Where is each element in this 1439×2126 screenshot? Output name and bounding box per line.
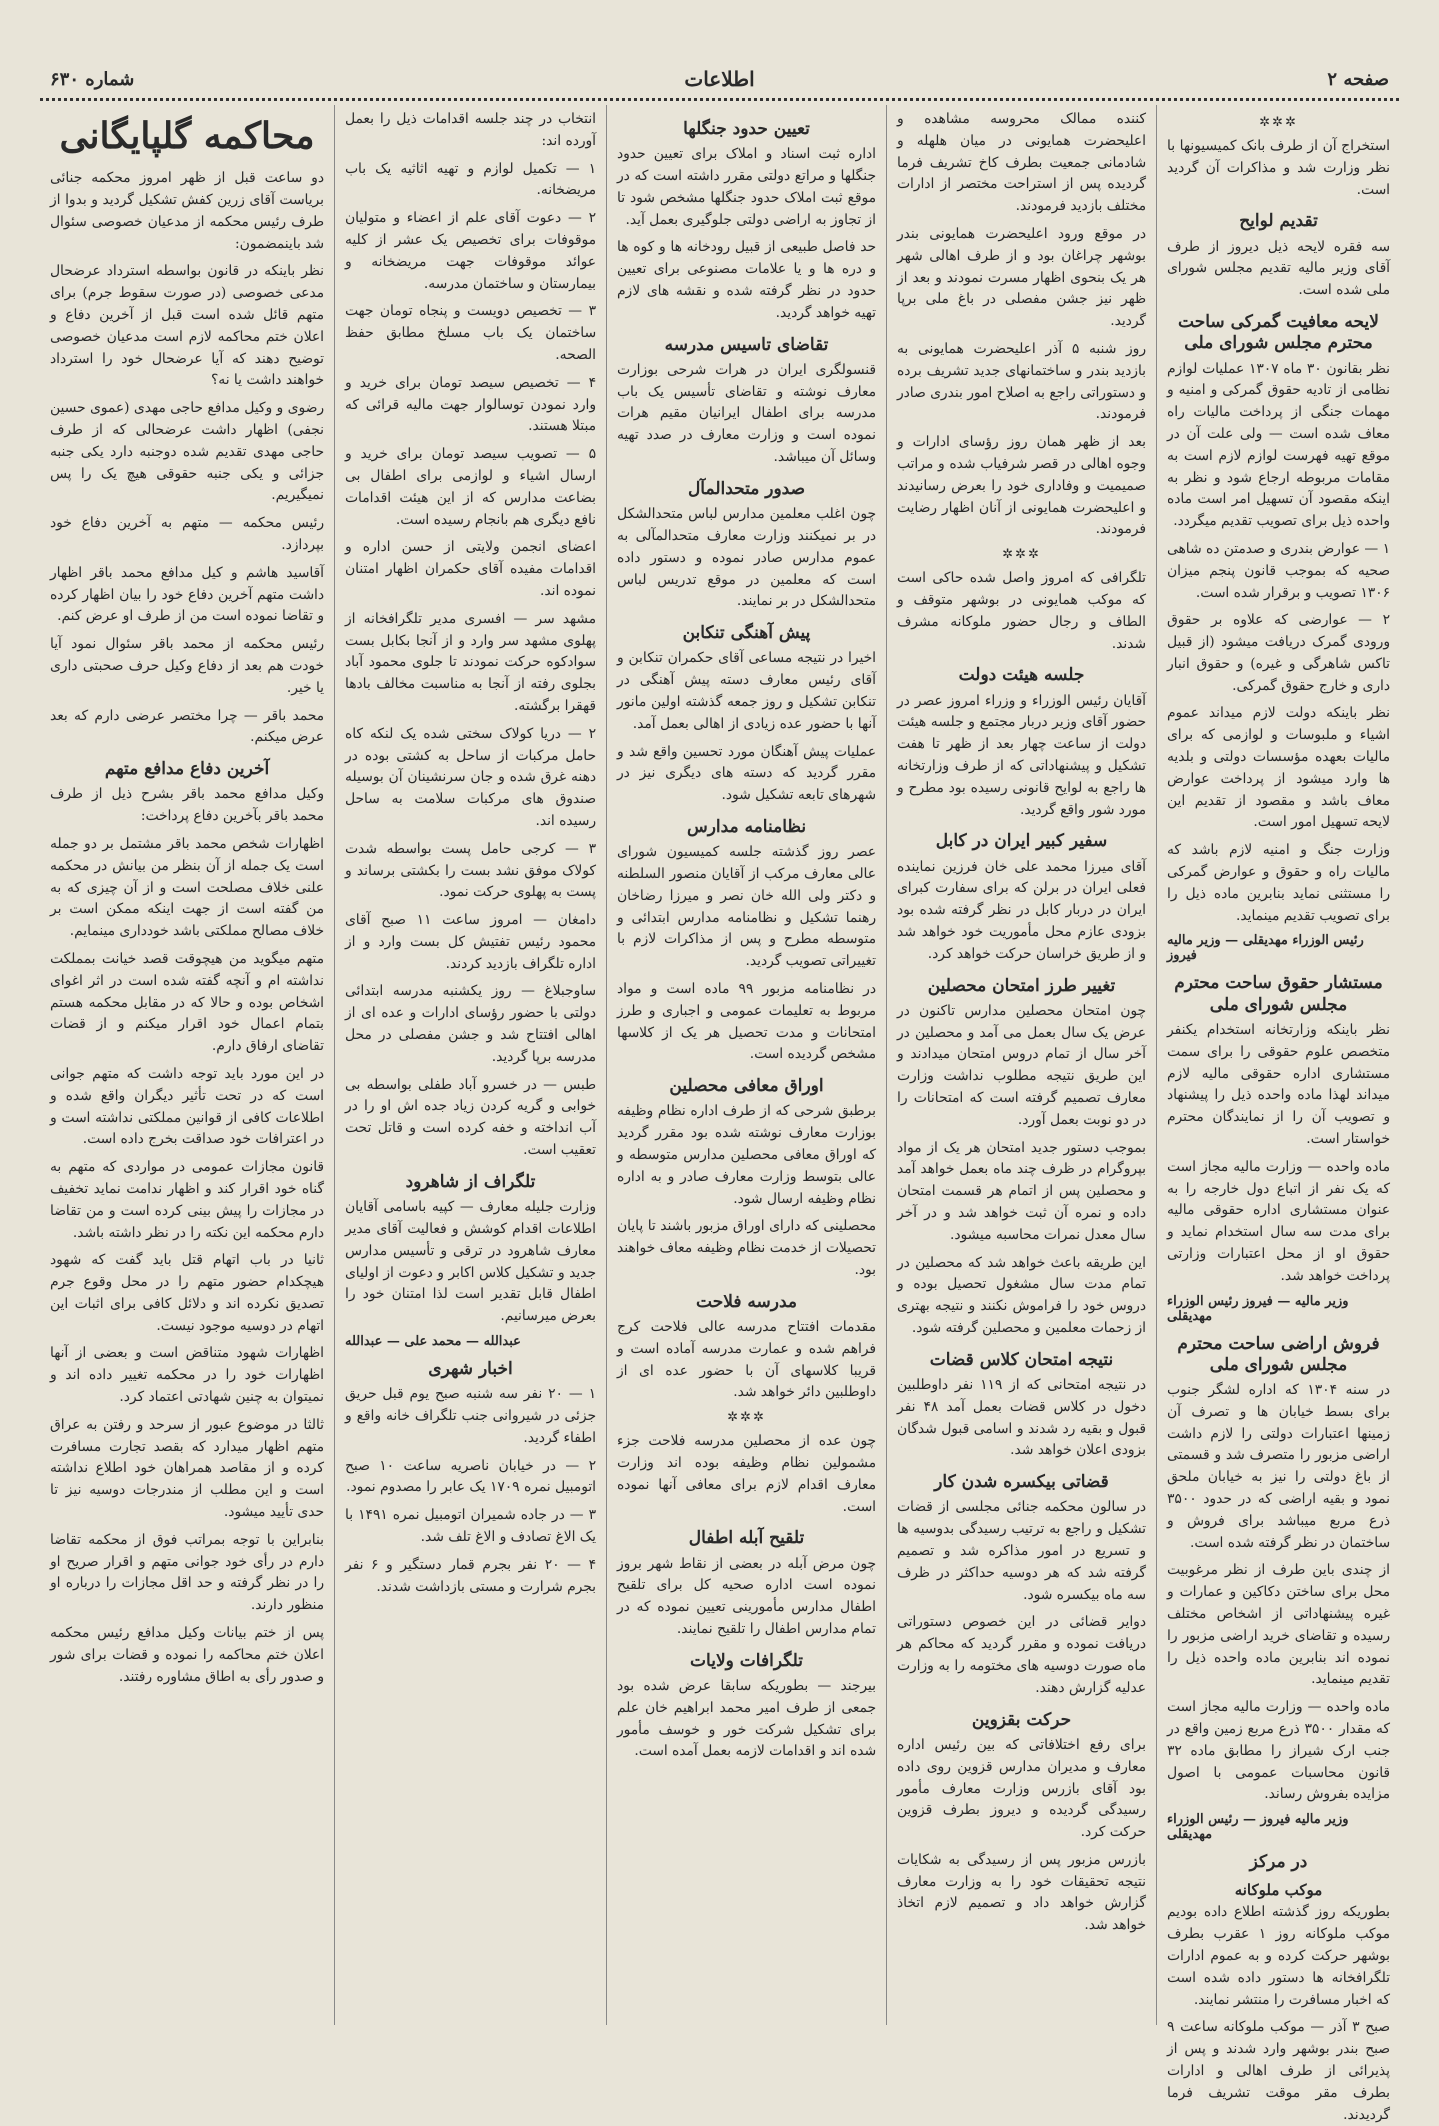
column-1 [1156,105,1400,2123]
paragraph: عصر روز گذشته جلسه کمیسیون شورای عالی معارف مرکب از آقایان منصور السلطنه و دکتر ولی الله خان نصر و میرزا رضاخان رهنما تشکیل و نظامنامه مدارس ابتدائی و متوسطه مطرح و پس از مذاکرات لازم با تغییراتی تصویب گردید. [617,844,876,970]
paragraph: انتخاب در چند جلسه اقدامات ذیل را بعمل آورده اند: [345,111,596,149]
section-heading: قضاتی بیکسره شدن کار [934,1472,1109,1493]
paragraph: در سنه ۱۳۰۴ که اداره لشگر جنوب برای بسط خیابان ها و تصرف آن زمینها اعتبارات دولتی را لازم داشت اراضی مزبور را متصرف شد و قسمتی از باغ دولتی را نیز به خیابان ملحق نمود و بقیه اراضی که در حدود ۳۵۰۰ ذرع مربع میباشد برای فروش و ساختمان در نظر گرفته شده است. [1167,1382,1391,1551]
paragraph: متهم میگوید من هیچوقت قصد خیانت بمملکت نداشته ام و آنچه گفته شده است در اثر اغوای اشخاص بوده و حالا که در مقابل محکمه هستم بتمام اعمال خود اقرار میکنم و از قضات تقاضای ارفاق دارم. [50,950,324,1055]
paragraph: ۲ — دریا کولاک سختی شده یک لنکه کاه حامل مرکبات از ساحل به کشتی بوده در دهنه غرق شده و جان سرنشینان آن بوسیله صندوق های مرکبات سلامت به ساحل رسیده اند. [345,725,596,829]
section-heading: نتیجه امتحان کلاس قضات [929,1349,1114,1370]
paragraph: وزارت جلیله معارف — کپیه باسامی آقایان اطلاعات اقدام کوشش و فعالیت آقای مدیر معارف شاهرود در ترقی و تأسیس مدارس جدید و تشکیل کلاس اکابر و دعوت از اولیای اطفال قابل تقدیر است لذا امتنان خود را بعرض میرسانیم. [345,1199,596,1325]
page-number: صفحه ۲ [1327,69,1389,90]
paragraph: محصلینی که دارای اوراق مزبور باشند تا پایان تحصیلات از خدمت نظام وظیفه معاف خواهند بود. [617,1218,876,1278]
paragraph: آقاسید هاشم و کیل مدافع محمد باقر اظهار داشت متهم آخرین دفاع خود را بیان اظهار کرده و تقاضا نموده است من از طرف او عرض کنم. [50,564,324,625]
paragraph: نظر بقانون ۳۰ ماه ۱۳۰۷ عملیات لوازم نظامی از تادیه حقوق گمرکی و امنیه و مهمات جنگی از پرداخت مالیات راه معاف شده است — ولی علت آن در موقع تهیه فهرست لوازم لازم است به مقامات مربوطه ارجاع شود و نظر به اینکه مقصود آن تسهیل امر است ماده واحده ذیل برای تصویب تقدیم میگردد. [1167,360,1390,530]
section-heading: فروش اراضی ساحت محترم مجلس شورای ملی [1177,1333,1380,1375]
paragraph: آقای میرزا محمد علی خان فرزین نماینده فعلی ایران در برلن که برای سفارت کبرای ایران در دربار کابل در نظر گرفته شده بود بزودی عازم محل مأموریت خود خواهد شد و از طریق خراسان حرکت خواهد کرد. [897,858,1146,962]
paragraph: اعضای انجمن ولایتی از حسن اداره و اقدامات مفیده آقای حکمران اظهار امتنان نموده اند. [345,539,596,599]
paragraph: نظر باینکه وزارتخانه استخدام یکنفر متخصص علوم حقوقی را برای سمت مستشاری اداره حقوقی مالیه لازم میداند لهذا ماده واحده ذیل را پیشنهاد و تصویب آن را از نمایندگان محترم خواستار است. [1167,1021,1390,1147]
paragraph: چون اغلب معلمین مدارس لباس متحدالشکل در بر نمیکنند وزارت معارف متحدالمآلی به عموم مدارس صادر نموده و دستور داده است که معلمین در موقع تدریس لباس متحدالشکل در بر نمایند. [617,506,876,610]
newspaper-name: اطلاعات [684,67,755,91]
paragraph: بموجب دستور جدید امتحان هر یک از مواد بپروگرام در ظرف چند ماه بعمل خواهد آمد و محصلین پس از اتمام هر قسمت امتحان داده و نمره آن ثبت خواهد شد و در آخر سال معدل نمرات محاسبه میشود. [897,1139,1146,1243]
paragraph: قانون مجازات عمومی در مواردی که متهم به گناه خود اقرار کند و اظهار ندامت نماید تخفیف در مجازات را پیش بینی کرده است و من تقاضا دارم محکمه این نکته را در نظر داشته باشد. [50,1159,324,1241]
page-header [40,55,1399,101]
paragraph: ۴ — ۲۰ نفر بجرم قمار دستگیر و ۶ نفر بجرم شرارت و مستی بازداشت شدند. [345,1556,596,1595]
paragraph: بنابراین با توجه بمراتب فوق از محکمه تقاضا دارم در رأی خود جوانی متهم و اقرار صریح او را در نظر گرفته و حد اقل مجازات را درباره او منظور دارند. [50,1531,324,1614]
paragraph: ماده واحده — وزارت مالیه مجاز است که یک نفر از اتباع دول خارجه را به عنوان مستشاری اداره حقوقی مالیه برای مدت سه سال استخدام نماید و حقوق او از محل اعتبارات وزارتی پرداخت خواهد شد. [1167,1158,1390,1284]
section-heading: صدور متحدالمآل [687,478,806,499]
section-heading: تلگراف از شاهرود [405,1171,536,1192]
paragraph: برای رفع اختلافاتی که بین رئیس اداره معارف و مدیران مدارس قزوین روی داده بود آقای بازرس وزارت معارف مأمور رسیدگی گردیده و دیروز بطرف قزوین حرکت کرد. [897,1736,1146,1841]
column-2 [886,105,1156,2025]
paragraph: ۳ — کرجی حامل پست بواسطه شدت کولاک موفق نشد بست را بکشتی برساند و پست به پهلوی حرکت نمود. [345,840,596,901]
paragraph: در سالون محکمه جنائی مجلسی از قضات تشکیل و راجع به ترتیب رسیدگی بدوسیه ها و تسریع در امور مذاکره شد و تصمیم گرفته شد که هر دوسیه حداکثر در ظرف سه ماه بیکسره شود. [897,1499,1146,1603]
paragraph: سه فقره لایحه ذیل دیروز از طرف آقای وزیر مالیه تقدیم مجلس شورای ملی شده است. [1167,238,1390,299]
section-heading: اخبار شهری [428,1358,513,1379]
signature-line: وزیر مالیه فیروز — رئیس الوزراء مهدیقلی [1167,1812,1349,1843]
paragraph: رئیس محکمه — متهم به آخرین دفاع خود بپردازد. [50,515,324,553]
section-heading: سفیر کبیر ایران در کابل [935,831,1108,852]
paragraph: ماده واحده — وزارت مالیه مجاز است که مقدار ۳۵۰۰ ذرع مربع زمین واقع در جنب ارک شیراز را مطابق ماده ۳۲ قانون محاسبات عمومی با اصول مزایده بفروش رساند. [1167,1699,1390,1803]
issue-number: شماره ۶۳۰ [50,69,135,90]
paragraph: حد فاصل طبیعی از قبیل رودخانه ها و کوه ها و دره ها و یا علامات مصنوعی برای تعیین حدود در نظر گرفته شده و نقشه های لازم تهیه خواهد گردید. [617,239,876,321]
paragraph: دو ساعت قبل از ظهر امروز محکمه جنائی بریاست آقای زرین کفش تشکیل گردید و بدوا از طرف رئیس محکمه از مدعیان خصوصی سئوال شد باینمضمون: [50,170,324,252]
section-heading: تقدیم لوایح [1239,211,1318,232]
paragraph: بطوریکه روز گذشته اطلاع داده بودیم موکب ملوکانه روز ۱ عقرب بطرف بوشهر حرکت کرده و به عموم ادارات تلگرافخانه ها دستور داده شده است که اخبار مسافرت را منتشر نمایند. [1167,1904,1391,2008]
paragraph: صبح ۳ آذر — موکب ملوکانه ساعت ۹ صبح بندر بوشهر وارد شدند و پس از پذیرائی از طرف اهالی و ادارات بطرف مقر موقت تشریف فرما گردیدند. [1167,2019,1390,2123]
paragraph: بازرس مزبور پس از رسیدگی به شکایات نتیجه تحقیقات خود را به وزارت معارف گزارش خواهد داد و تصمیم لازم اتخاذ خواهد شد. [897,1851,1146,1934]
columns [40,105,1400,2123]
paragraph: ۱ — تکمیل لوازم و تهیه اثاثیه یک باب مریضخانه. [345,160,596,199]
paragraph: اظهارات شخص محمد باقر مشتمل بر دو جمله است یک جمله از آن بنظر من بیانش در محکمه علنی خلاف مصلحت است و از آن چیزی که به من گفته است از جهت اینکه ممکن است بر خلاف مصالح مملکتی باشد خودداری مینمایم. [50,835,324,940]
section-heading: مدرسه فلاحت [696,1291,797,1312]
section-heading: اوراق معافی محصلین [669,1076,824,1097]
paragraph: از چندی باین طرف از نظر مرغوبیت محل برای ساختن دکاکین و عمارات و غیره پیشنهاداتی از اشخاص مختلف رسیده و تقاضای خرید اراضی مزبور را نموده اند بنابرین ماده واحده ذیل را تقدیم مینماید. [1167,1562,1390,1688]
paragraph: مشهد سر — افسری مدیر تلگرافخانه از پهلوی مشهد سر وارد و از آنجا بکابل بست سوادکوه حرکت نمودند تا جلوی محمود آباد بجلوی رفته از آنجا به مناسبت مخالف بادها قهقرا برگشته. [345,610,596,714]
paragraph: طبس — در خسرو آباد طفلی بواسطه بی خوابی و گریه کردن زیاد جده اش او را در آب انداخته و خفه کرده است و قاتل تحت تعقیب است. [345,1076,596,1159]
paragraph: ۲ — عوارضی که علاوه بر حقوق ورودی گمرک دریافت میشود (از قبیل تاکس شاهرگی و غیره) و حقوق انبار داری و خارج حقوق گمرکی. [1167,612,1390,694]
paragraph: در نتیجه امتحانی که از ۱۱۹ نفر داوطلبین دخول در کلاس قضات بعمل آمد ۴۸ نفر قبول و بقیه رد شدند و اسامی قبول شدگان بزودی اعلان خواهد شد. [897,1377,1146,1459]
paragraph: مقدمات افتتاح مدرسه عالی فلاحت کرج فراهم شده و عمارت مدرسه آماده است و قریبا کلاسهای آن با حضور عده ای از داوطلبین دائر خواهد شد. [617,1319,876,1401]
paragraph: روز شنبه ۵ آذر اعلیحضرت همایونی به بازدید بندر و ساختمانهای جدید تشریف برده و دستوراتی راجع به اصلاح امور بندری صادر فرمودند. [897,340,1147,423]
paragraph: ساوجبلاغ — روز یکشنبه مدرسه ابتدائی دولتی با حضور رؤسای ادارات و عده ای از اهالی افتتاح شد و جشن مفصلی در محل مدرسه برپا گردید. [345,983,596,1065]
section-heading: حرکت بقزوین [971,1709,1072,1730]
paragraph: ۵ — تصویب سیصد تومان برای خرید و ارسال اشیاء و لوازمی برای اطفال بی بضاعت مدارس که از این هیئت اقدامات نافع دیگری هم بانجام رسیده است. [345,446,596,528]
paragraph: برطبق شرحی که از طرف اداره نظام وظیفه بوزارت معارف نوشته شده بود مقرر گردید که اوراق معافی محصلین مدارس متوسطه و عالی بتوسط وزارت معارف صادر و به اداره نظام وظیفه ارسال شود. [617,1103,876,1207]
paragraph: چون امتحان محصلین مدارس تاکنون در عرض یک سال بعمل می آمد و محصلین در آخر سال از تمام دروس امتحان میدادند و این طریق نتیجه مطلوب نداشت وزارت معارف تصمیم گرفته است که امتحانات را در دو نوبت بعمل آورد. [897,1002,1146,1128]
paragraph: ۳ — تخصیص دویست و پنجاه تومان جهت ساختمان یک باب مسلخ مطابق حفظ الصحه. [345,303,596,363]
paragraph: عملیات پیش آهنگان مورد تحسین واقع شد و مقرر گردید که دسته های دیگری نیز در شهرهای تابعه تشکیل شود. [617,743,876,804]
section-heading: نظامنامه مدارس [686,816,807,837]
paragraph: بیرجند — بطوریکه سابقا عرض شده بود جمعی از طرف امیر محمد ابراهیم خان علم برای تشکیل شرکت خور و خوسف مأمور شده اند و اقدامات لازمه بعمل آمده است. [617,1678,876,1760]
paragraph: ۲ — دعوت آقای علم از اعضاء و متولیان موقوفات برای تخصیص یک عشر از کلیه عوائد موقوفات جهت مریضخانه و بیمارستان و ساختمان مدرسه. [345,210,596,292]
paragraph: تلگرافی که امروز واصل شده حاکی است که موکب همایونی در بوشهر متوقف و الطاف و رجال حضور ملوکانه مشرف شدند. [897,570,1146,652]
paragraph: ۲ — در خیابان ناصریه ساعت ۱۰ صبح اتومبیل نمره ۱۷۰۹ یک عابر را مصدوم نمود. [345,1457,596,1496]
paragraph: دوایر قضائی در این خصوص دستوراتی دریافت نموده و مقرر گردید که محاکم هر ماه صورت دوسیه های مختومه را به وزارت عدلیه گزارش دهند. [897,1614,1146,1696]
section-heading: در مرکز [1249,1852,1308,1873]
paragraph: ۴ — تخصیص سیصد تومان برای خرید و وارد نمودن توسالوار جهت مالیه قرائی که مبتلا هستند. [345,374,596,435]
signature-line: وزیر مالیه — فیروز رئیس الوزراء مهدیقلی [1167,1293,1349,1324]
paragraph: بعد از ظهر همان روز رؤسای ادارات و وجوه اهالی در قصر شرفیاب شده و مراتب صمیمیت و وفاداری خود را بعرض رسانیدند و اعلیحضرت همایونی از آنان اظهار رضایت فرمودند. [897,434,1146,538]
header-rule [40,98,1399,101]
section-heading: تلقیح آبله اطفال [688,1528,805,1549]
paragraph: در موقع ورود اعلیحضرت همایونی بندر بوشهر چراغان بود و از طرف اهالی شهر هر یک بنحوی اظهار مسرت نمودند و بعد از ظهر نیز جشن مفصلی در باغ ملی برپا گردید. [897,225,1146,330]
paragraph: وزارت جنگ و امنیه لازم باشد که مالیات راه و حقوق و عوارض گمرکی را مستثنی نماید بنابرین ماده ذیل را برای تصویب تقدیم مینماید. [1167,842,1390,924]
paragraph: ۱ — عوارض بندری و صدمتن ده شاهی صحیه که بموجب قانون پنجم میزان ۱۳۰۶ تصویب و برقرار شده است. [1167,540,1390,601]
paragraph: وکیل مدافع محمد باقر بشرح ذیل از طرف محمد باقر بآخرین دفاع پرداخت: [50,786,324,825]
paragraph: در این مورد باید توجه داشت که متهم جوانی است که در تحت تأثیر دیگران واقع شده و اطلاعات کافی از قوانین مملکتی نداشته است و در اعترافات خود صداقت بخرج داده است. [50,1065,324,1148]
paragraph: آقایان رئیس الوزراء و وزراء امروز عصر در حضور آقای وزیر دربار مجتمع و جلسه هیئت دولت از ساعت چهار بعد از ظهر تا هفت تشکیل و پیشنهاداتی که از طرف وزارتخانه ها راجع به لوایح قانونی رسیده بود مطرح و مورد شور واقع گردید. [897,692,1146,818]
separator-stars: ✲✲✲ [1259,115,1298,130]
separator-stars: ✲✲✲ [1002,547,1041,563]
paragraph: دامغان — امروز ساعت ۱۱ صبح آقای محمود رئیس تفتیش کل بست وارد و از اداره تلگراف بازدید کردند. [345,912,596,972]
paragraph: اخیرا در نتیجه مساعی آقای حکمران تنکابن و آقای رئیس معارف دسته پیش آهنگی در تنکابن تشکیل و روز جمعه گذشته اولین مانور آنها با حضور عده زیادی از اهالی بعمل آمد. [617,650,876,732]
paragraph: استخراج آن از طرف بانک کمیسیونها با نظر وزارت شد و مذاکرات آن گردید است. [1167,138,1390,198]
separator-stars: ✲✲✲ [727,1410,766,1426]
paragraph: نظر باینکه در قانون بواسطه استرداد عرضحال مدعی خصوصی (در صورت سقوط جرم) برای متهم قائل شده است قبل از آخرین دفاع و اعلان ختم محاکمه لازم است مدعیان خصوصی توضیح دهند که آیا عرضحال خود را استرداد خواهند داشت یا نه؟ [50,263,324,389]
section-heading: لایحه معافیت گمرکی ساحت محترم مجلس شورای ملی [1178,312,1379,354]
section-heading: آخرین دفاع مدافع متهم [104,759,270,780]
paragraph: ۱ — ۲۰ نفر سه شنبه صبح یوم قبل حریق جزئی در شیروانی جنب تلگراف خانه واقع و اطفاء گردید. [345,1386,596,1446]
section-heading: جلسه هیئت دولت [958,665,1085,686]
paragraph: در نظامنامه مزبور ۹۹ ماده است و مواد مربوط به تعلیمات عمومی و اجباری و طرز امتحانات و مدت تحصیل هر یک از کلاسها مشخص گردیده است. [617,980,876,1063]
paragraph: ۳ — در جاده شمیران اتومبیل نمره ۱۴۹۱ با یک الاغ تصادف و الاغ تلف شد. [345,1507,596,1545]
paragraph: رئیس محکمه از محمد باقر سئوال نمود آیا خودت هم بعد از دفاع وکیل حرف صحبتی داری یا خیر. [50,636,324,696]
column-3 [606,105,886,2025]
section-heading: تعیین حدود جنگلها [683,119,810,139]
section-heading: پیش آهنگی تنکابن [682,623,811,644]
signature-line: رئیس الوزراء مهدیقلی — وزیر مالیه فیروز [1167,933,1364,964]
paragraph: پس از ختم بیانات وکیل مدافع رئیس محکمه اعلان ختم محاکمه را نموده و قضات برای شور و صدور رأی به اطاق مشاوره رفتند. [50,1625,324,1685]
paragraph: اظهارات شهود متناقض است و بعضی از آنها اظهارات خود را در محکمه تغییر داده اند و نمیتوان به چنین شهادتی اعتماد کرد. [50,1345,324,1406]
paragraph: اداره ثبت اسناد و املاک برای تعیین حدود جنگلها و مراتع دولتی مقرر داشته است که در موقع ثبت املاک حدود جنگلها مشخص شود تا از تجاوز به اراضی دولتی جلوگیری بعمل آید. [617,146,876,228]
paragraph: کننده ممالک محروسه مشاهده و اعلیحضرت همایونی در میان هلهله و شادمانی جمعیت بطرف کاخ تشریف فرما گردیده پس از استراحت مختصر از ادارات مختلف بازدید فرمودند. [897,111,1146,215]
paragraph: چون مرض آبله در بعضی از نقاط شهر بروز نموده است اداره صحیه کل برای تلقیح اطفال مدارس مأمورینی تعیین نموده که در تمام مدارس اطفال را تلقیح نمایند. [617,1555,876,1638]
paragraph: محمد باقر — چرا مختصر عرضی دارم که بعد عرض میکنم. [50,707,324,746]
column-4 [334,105,606,2025]
paragraph: نظر باینکه دولت لازم میداند عموم اشیاء و ملبوسات و لوازمی که برای مالیات بعهده مؤسسات دولتی و بلدیه ها وارد میشود از پرداخت عوارض معاف باشد و مقصود از تقدیم این لایحه تسهیل امور است. [1167,705,1390,831]
paragraph: ثالثا در موضوع عبور از سرحد و رفتن به عراق متهم اظهار میدارد که بقصد تجارت مسافرت کرده و از مقاصد همراهان خود اطلاع نداشته است و این مطلب از مندرجات دوسیه نیز تا حدی تأیید میشود. [50,1416,324,1521]
article-headline: محاکمه گلپایگانی [59,115,315,157]
paragraph: این طریقه باعث خواهد شد که محصلین در تمام مدت سال مشغول تحصیل بوده و دروس خود را فراموش نکنند و نتیجه بهتری از زحمات معلمین و محصلین گرفته شود. [897,1254,1146,1336]
section-heading: مستشار حقوق ساحت محترم مجلس شورای ملی [1174,973,1383,1015]
column-5 [40,105,334,2025]
section-heading: تلگرافات ولایات [690,1650,803,1671]
paragraph: رضوی و وکیل مدافع حاجی مهدی (عموی حسین نجفی) اظهار داشت عرضحالی که از طرف حاجی مهدی تقدیم شده دوجنبه دارد یکی جنبه جزائی و یکی جنبه حقوقی هیچ یک را پس نمیگیریم. [50,400,324,504]
section-heading: تغییر طرز امتحان محصلین [927,975,1116,996]
section-heading: تقاضای تاسیس مدرسه [664,334,829,355]
paragraph: چون عده از محصلین مدرسه فلاحت جزء مشمولین نظام وظیفه بوده اند وزارت معارف اقدام لازم برای معافی آنها نموده است. [617,1433,876,1515]
paragraph: قنسولگری ایران در هرات شرحی بوزارت معارف نوشته و تقاضای تأسیس یک باب مدرسه برای اطفال ایرانیان مقیم هرات نموده است و وزارت معارف در صدد تهیه وسائل آن میباشد. [617,361,876,466]
paragraph: ثانیا در باب اتهام قتل باید گفت که شهود هیچکدام حضور متهم را در محل وقوع جرم تصدیق نکرده اند و دلائل کافی برای اثبات این اتهام در دوسیه موجود نیست. [50,1252,324,1334]
sub-heading: موکب ملوکانه [1234,1881,1323,1900]
signature-line: عبدالله — محمد علی — عبدالله [345,1333,521,1349]
